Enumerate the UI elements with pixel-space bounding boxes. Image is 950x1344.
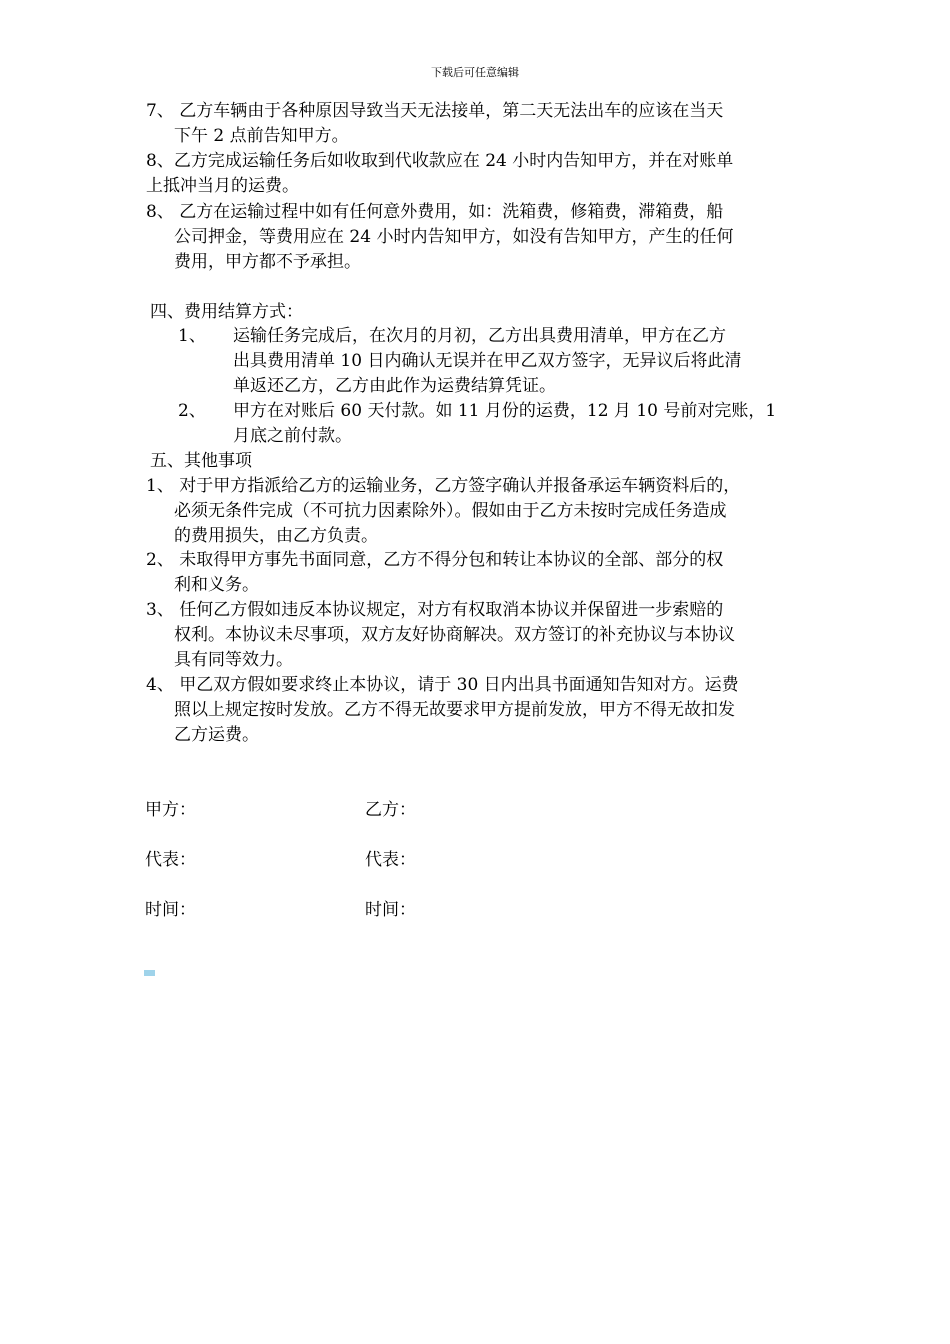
page-header: 下载后可任意编辑	[431, 66, 519, 79]
clause-text-line: 4、 甲乙双方假如要求终止本协议，请于 30 日内出具书面通知告知对方。运费	[146, 675, 739, 695]
party-a-label: 甲方：	[145, 800, 196, 820]
anchor-marker	[144, 970, 155, 976]
clause-text-line: 7、 乙方车辆由于各种原因导致当天无法接单，第二天无法出车的应该在当天	[146, 101, 724, 121]
clause-text-line: 公司押金，等费用应在 24 小时内告知甲方，如没有告知甲方，产生的任何	[174, 227, 734, 247]
representative-b-label: 代表：	[365, 850, 416, 870]
clause-text-line: 具有同等效力。	[174, 650, 293, 670]
time-a-label: 时间：	[145, 900, 196, 920]
clause-text-line: 必须无条件完成（不可抗力因素除外）。假如由于乙方未按时完成任务造成	[174, 501, 727, 521]
clause-text-line: 月底之前付款。	[233, 426, 352, 446]
item-number: 1、	[178, 326, 206, 346]
clause-text-line: 上抵冲当月的运费。	[146, 176, 299, 196]
clause-text-line: 乙方运费。	[174, 725, 259, 745]
clause-text-line: 甲方在对账后 60 天付款。如 11 月份的运费，12 月 10 号前对完账，1	[233, 401, 777, 421]
party-b-label: 乙方：	[365, 800, 416, 820]
clause-text-line: 费用，甲方都不予承担。	[174, 252, 361, 272]
section-heading-5: 五、其他事项	[150, 451, 252, 471]
section-heading-4: 四、费用结算方式：	[150, 302, 303, 322]
clause-text-line: 1、 对于甲方指派给乙方的运输业务，乙方签字确认并报备承运车辆资料后的，	[146, 476, 741, 496]
clause-text-line: 2、 未取得甲方事先书面同意，乙方不得分包和转让本协议的全部、部分的权	[146, 550, 724, 570]
clause-text-line: 照以上规定按时发放。乙方不得无故要求甲方提前发放，甲方不得无故扣发	[174, 700, 735, 720]
representative-a-label: 代表：	[145, 850, 196, 870]
clause-text-line: 8、乙方完成运输任务后如收取到代收款应在 24 小时内告知甲方，并在对账单	[146, 151, 734, 171]
clause-text-line: 8、 乙方在运输过程中如有任何意外费用，如：洗箱费，修箱费，滞箱费，船	[146, 202, 724, 222]
clause-text-line: 运输任务完成后，在次月的月初，乙方出具费用清单，甲方在乙方	[233, 326, 726, 346]
clause-text-line: 出具费用清单 10 日内确认无误并在甲乙双方签字，无异议后将此清	[233, 351, 742, 371]
clause-text-line: 利和义务。	[174, 575, 259, 595]
clause-text-line: 下午 2 点前告知甲方。	[174, 126, 349, 146]
clause-text-line: 权利。本协议未尽事项，双方友好协商解决。双方签订的补充协议与本协议	[174, 625, 735, 645]
item-number: 2、	[178, 401, 206, 421]
clause-text-line: 单返还乙方，乙方由此作为运费结算凭证。	[233, 376, 556, 396]
clause-text-line: 3、 任何乙方假如违反本协议规定，对方有权取消本协议并保留进一步索赔的	[146, 600, 724, 620]
time-b-label: 时间：	[365, 900, 416, 920]
clause-text-line: 的费用损失，由乙方负责。	[174, 526, 378, 546]
